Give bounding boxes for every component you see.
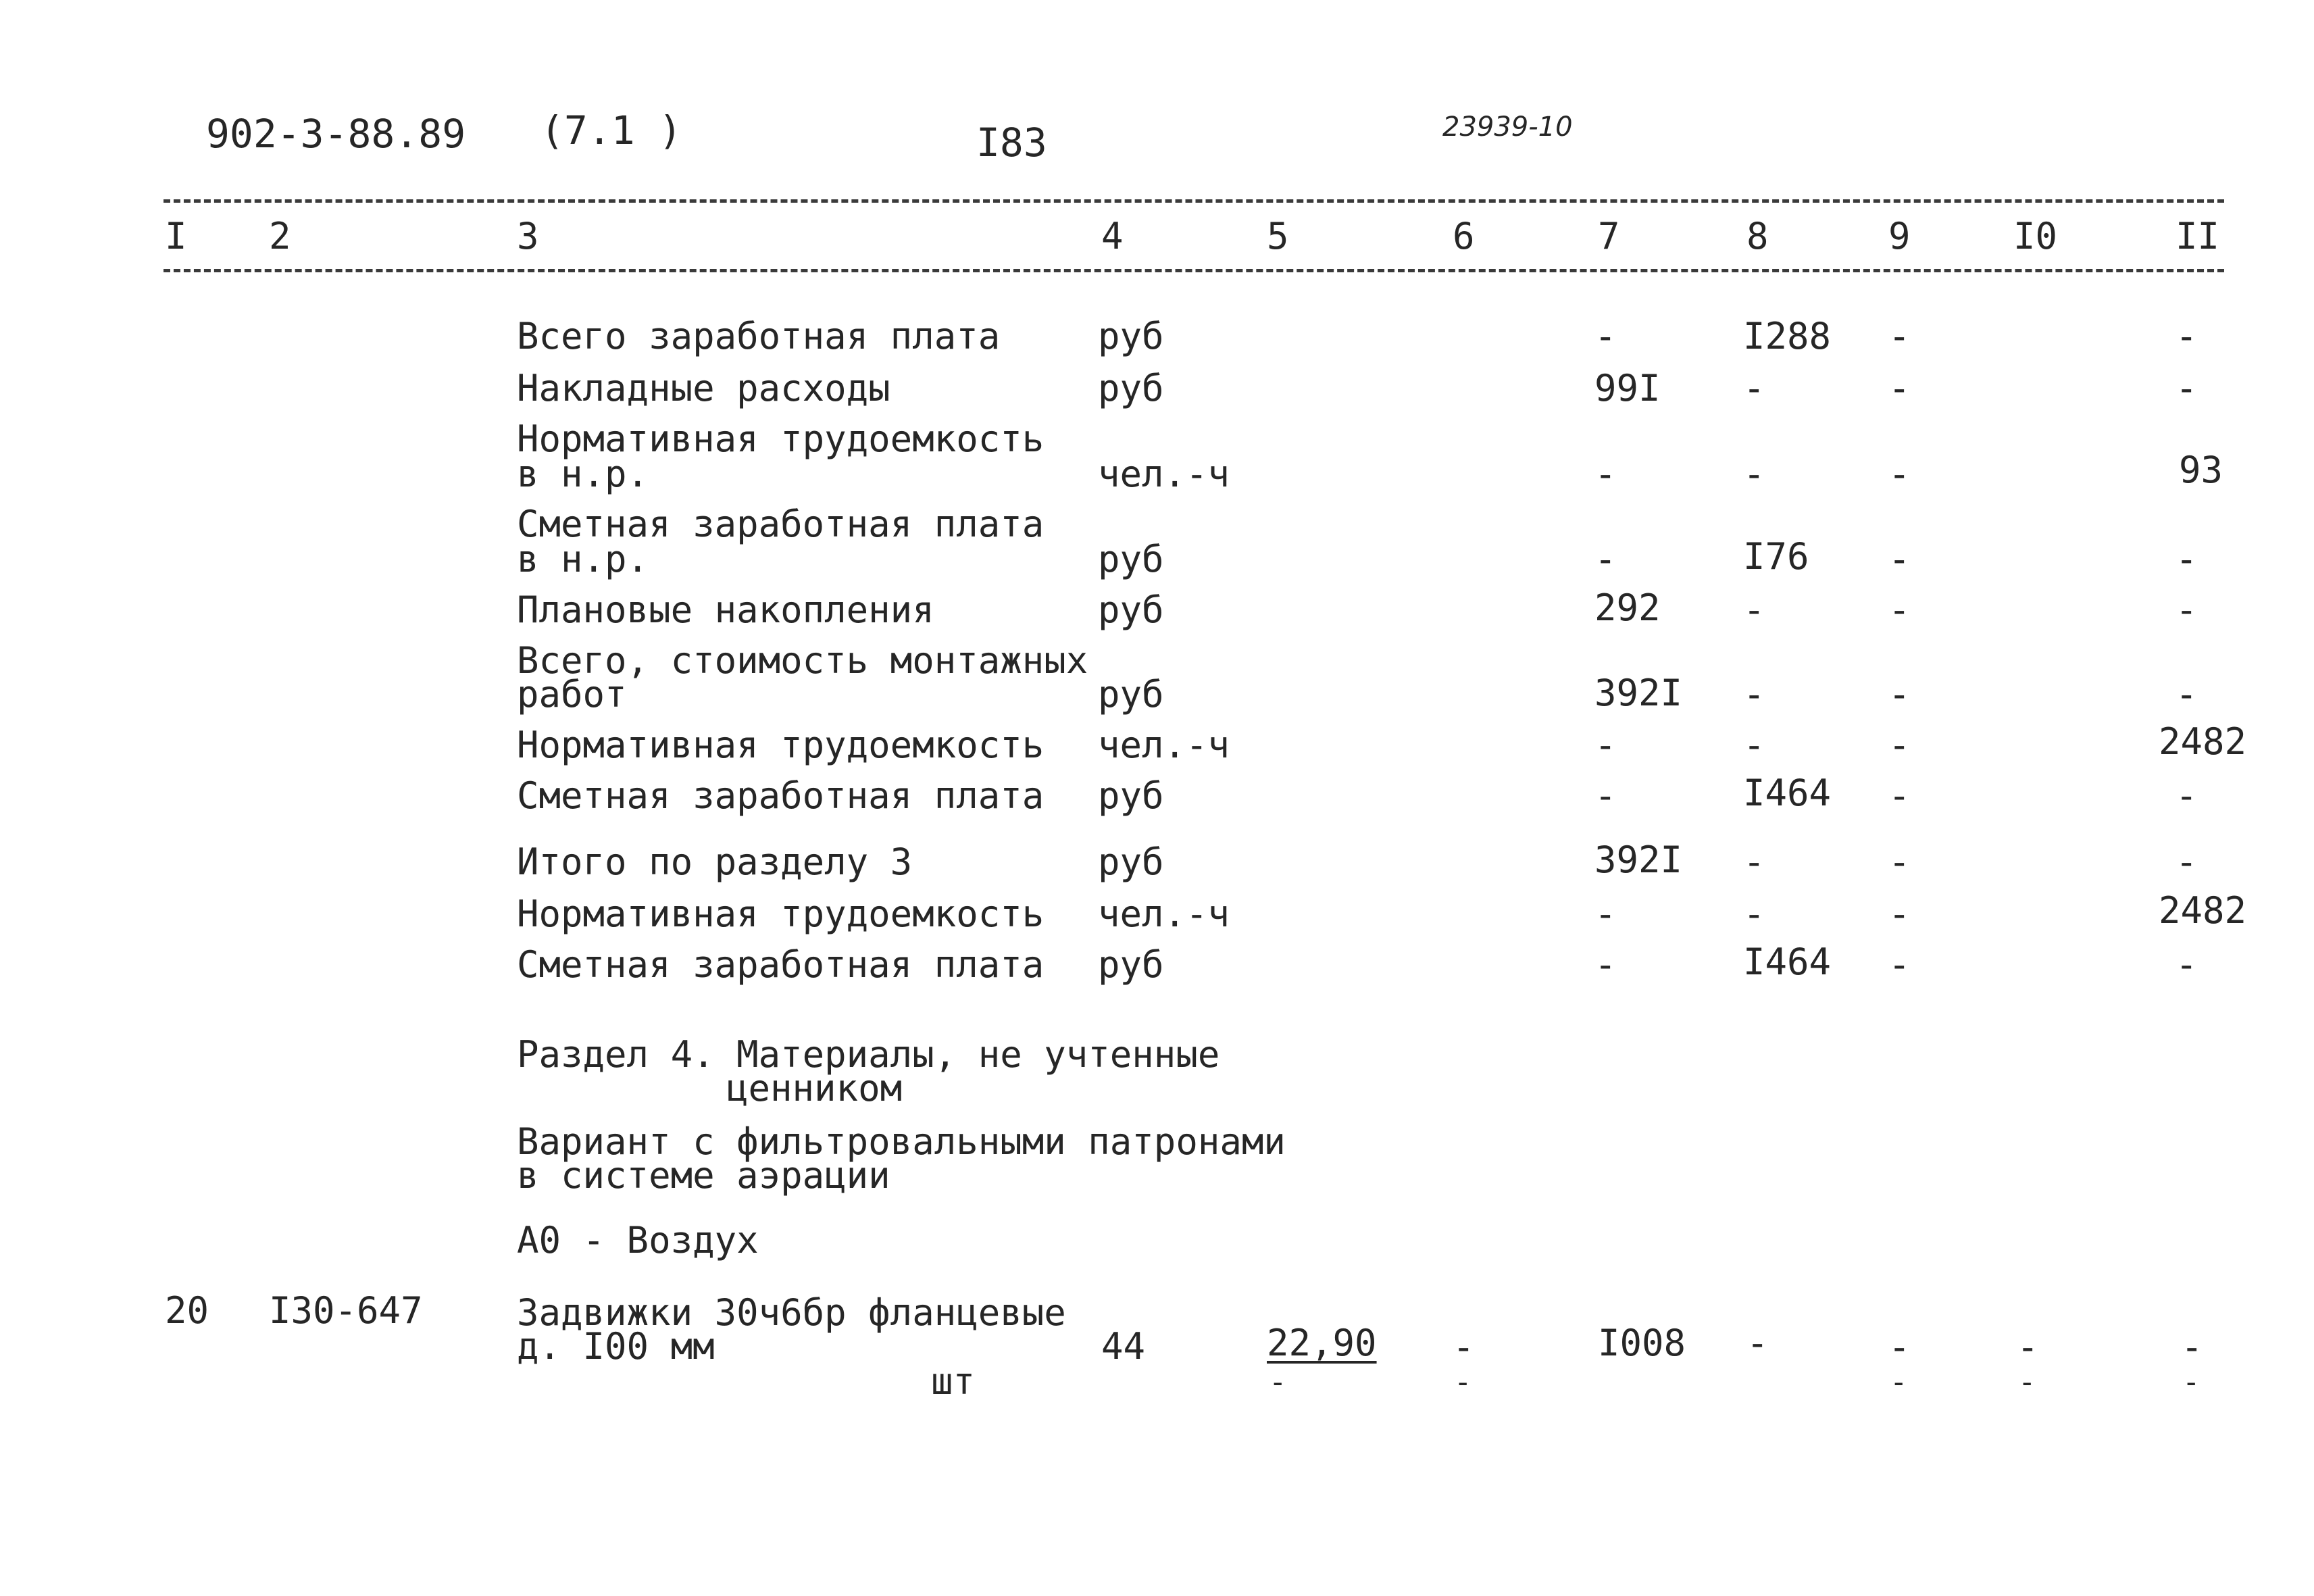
row-name: Сметная заработная плата (517, 503, 1045, 545)
row-unit: руб (1098, 538, 1164, 580)
cell-col11: - (2175, 673, 2198, 716)
cell-col9: - (1888, 538, 1911, 580)
document-code: 902-3-88.89 (206, 111, 466, 157)
cell-col8: - (1746, 1322, 1769, 1364)
item-price-sub: - (1269, 1365, 1287, 1399)
item-name-continuation: д. I00 мм (517, 1325, 715, 1368)
cell-col11: - (2181, 1326, 2203, 1368)
cell-col7: - (1594, 943, 1617, 986)
column-header: 8 (1746, 215, 1769, 257)
cell-col9: - (1888, 1326, 1911, 1368)
cell-col8: - (1743, 367, 1765, 409)
cell-col8: I288 (1743, 315, 1832, 357)
column-header: 9 (1888, 215, 1911, 257)
column-header: 2 (269, 215, 291, 257)
cell-col9: - (1888, 589, 1911, 631)
cell-col7: - (1594, 893, 1617, 935)
row-name: Итого по разделу 3 (517, 841, 913, 883)
cell-col9-sub: - (1890, 1365, 1908, 1399)
cell-col8: I464 (1743, 941, 1832, 983)
column-header: 6 (1453, 215, 1475, 257)
row-name-continuation: работ (517, 673, 627, 716)
row-unit: руб (1098, 673, 1164, 716)
cell-col11: - (2175, 841, 2198, 883)
column-header: II (2175, 215, 2220, 257)
cell-col11: - (2175, 538, 2198, 580)
item-quantity: 44 (1101, 1325, 1146, 1368)
column-header: 5 (1267, 215, 1289, 257)
cell-col11: - (2175, 943, 2198, 986)
row-name-continuation: в н.р. (517, 453, 649, 495)
cell-col8: - (1743, 589, 1765, 631)
item-name: Задвижки 30ч6бр фланцевые (517, 1291, 1066, 1334)
item-unit: шт (931, 1360, 976, 1403)
row-name: Нормативная трудоемкость (517, 724, 1045, 766)
cell-col6: - (1453, 1326, 1475, 1368)
cell-col8: I76 (1743, 535, 1809, 578)
cell-col9: - (1888, 673, 1911, 716)
issue-number: (7.1 ) (540, 107, 682, 153)
row-unit: руб (1098, 315, 1164, 357)
cell-col10: - (2017, 1326, 2039, 1368)
row-name: Сметная заработная плата (517, 774, 1045, 817)
row-name: Нормативная трудоемкость (517, 893, 1045, 935)
cell-col7: - (1594, 724, 1617, 766)
cell-col6-sub: - (1454, 1365, 1472, 1399)
row-unit: руб (1098, 774, 1164, 817)
section-heading: Раздел 4. Материалы, не учтенные (517, 1033, 1220, 1076)
cell-col7: 292 (1594, 587, 1661, 629)
cell-col8: I464 (1743, 772, 1832, 814)
cell-col7: I008 (1598, 1322, 1686, 1364)
cell-col7: - (1594, 315, 1617, 357)
cell-col7: - (1594, 774, 1617, 817)
variant-heading-continuation: в системе аэрации (517, 1154, 890, 1197)
header-rule-bottom (164, 269, 2224, 272)
cell-col11: 2482 (2159, 720, 2247, 763)
cell-col7: 392I (1594, 672, 1683, 714)
cell-col7: - (1594, 538, 1617, 580)
row-unit: чел.-ч (1098, 724, 1230, 766)
cell-col11: - (2175, 367, 2198, 409)
row-unit: руб (1098, 589, 1164, 631)
row-name-continuation: в н.р. (517, 538, 649, 580)
column-header: I0 (2013, 215, 2058, 257)
item-code: I30-647 (269, 1289, 423, 1332)
cell-col8: - (1743, 841, 1765, 883)
column-header: 3 (517, 215, 539, 257)
row-name: Накладные расходы (517, 367, 890, 409)
cell-col8: - (1743, 893, 1765, 935)
cell-col7: 392I (1594, 839, 1683, 881)
header-rule-top (164, 199, 2224, 203)
cell-col11: 2482 (2159, 889, 2247, 932)
row-unit: чел.-ч (1098, 453, 1230, 495)
cell-col8: - (1743, 453, 1765, 495)
variant-heading: Вариант с фильтровальными патронами (517, 1120, 1286, 1163)
cell-col9: - (1888, 367, 1911, 409)
cell-col9: - (1888, 841, 1911, 883)
row-name: Сметная заработная плата (517, 943, 1045, 986)
cell-col10-sub: - (2018, 1365, 2036, 1399)
cell-col11: - (2175, 774, 2198, 817)
cell-col9: - (1888, 893, 1911, 935)
row-unit: руб (1098, 943, 1164, 986)
cell-col9: - (1888, 453, 1911, 495)
column-header: 7 (1598, 215, 1620, 257)
cell-col11-sub: - (2182, 1365, 2200, 1399)
row-unit: чел.-ч (1098, 893, 1230, 935)
cell-col8: - (1743, 724, 1765, 766)
row-name: Плановые накопления (517, 589, 934, 631)
row-unit: руб (1098, 367, 1164, 409)
column-header: 4 (1101, 215, 1124, 257)
item-number: 20 (165, 1289, 209, 1332)
row-unit: руб (1098, 841, 1164, 883)
column-header: I (165, 215, 187, 257)
cell-col9: - (1888, 774, 1911, 817)
row-name: Нормативная трудоемкость (517, 418, 1045, 460)
cell-col9: - (1888, 315, 1911, 357)
cell-col11: - (2175, 315, 2198, 357)
cell-col9: - (1888, 943, 1911, 986)
cell-col7: - (1594, 453, 1617, 495)
page-number: I83 (976, 120, 1047, 166)
cell-col8: - (1743, 673, 1765, 716)
row-name: Всего, стоимость монтажных (517, 639, 1088, 682)
system-heading: А0 - Воздух (517, 1219, 759, 1262)
cell-col11: 93 (2179, 449, 2223, 491)
section-heading-continuation: ценником (726, 1067, 903, 1109)
item-price: 22,90 (1267, 1322, 1377, 1364)
cell-col7: 99I (1594, 367, 1661, 409)
row-name: Всего заработная плата (517, 315, 1001, 357)
cell-col11: - (2175, 589, 2198, 631)
handwritten-inventory-number: 23939-10 (1442, 111, 1573, 143)
cell-col9: - (1888, 724, 1911, 766)
